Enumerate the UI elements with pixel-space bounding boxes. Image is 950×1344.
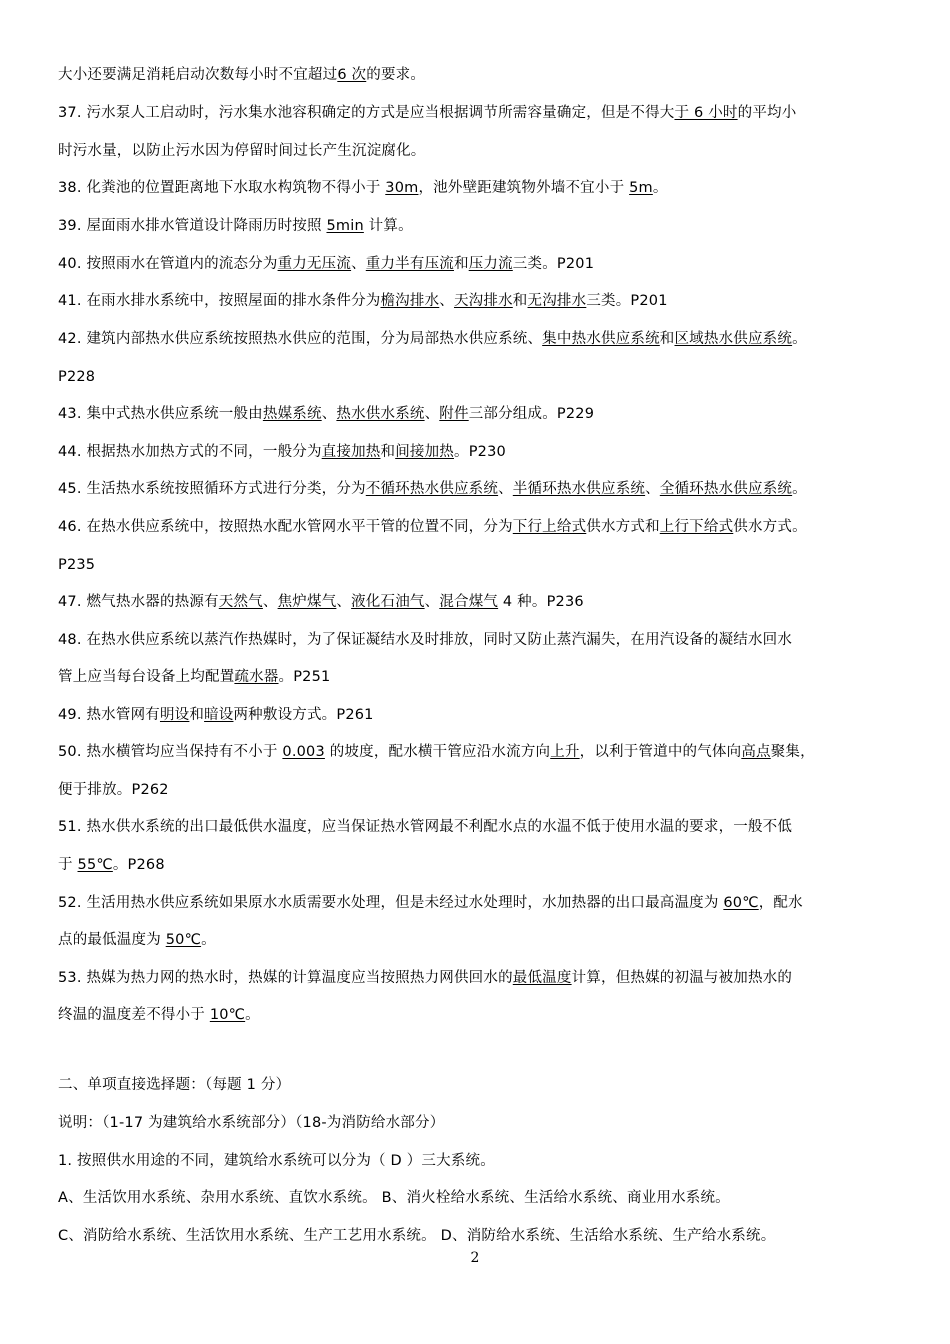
text-segment: ，配水 <box>758 895 803 911</box>
answer-blank: 区域热水供应系统 <box>674 331 793 347</box>
text-line <box>58 742 815 762</box>
text-segment: 46. 在热水供应系统中，按照热水配水管网水平干管的位置不同，分为 <box>58 519 513 535</box>
text-line <box>58 291 668 311</box>
text-segment: 。 <box>792 481 807 497</box>
text-segment: 和 <box>380 444 396 460</box>
answer-blank: 高点 <box>741 744 771 760</box>
text-segment: 47. 燃气热水器的热源有 <box>58 594 219 610</box>
text-segment: 4 种。P236 <box>498 594 584 610</box>
text-line <box>58 479 807 499</box>
answer-blank: 天沟排水 <box>453 293 513 309</box>
text-segment: 计算，但热媒的初温与被加热水的 <box>571 970 793 986</box>
text-line <box>58 930 216 950</box>
text-line <box>58 1188 730 1208</box>
answer-blank: 焦炉煤气 <box>277 594 337 610</box>
text-segment: 39. 屋面雨水排水管道设计降雨历时按照 <box>58 218 327 234</box>
page-number: 2 <box>470 1250 480 1266</box>
text-segment: 三部分组成。P229 <box>468 406 595 422</box>
text-line <box>58 442 506 462</box>
answer-blank: 于 6 小时 <box>674 105 738 121</box>
text-segment: 40. 按照雨水在管道内的流态分为 <box>58 256 278 272</box>
text-segment: 53. 热媒为热力网的热水时，热媒的计算温度应当按照热力网供回水的 <box>58 970 513 986</box>
answer-blank: 暗设 <box>204 707 234 723</box>
text-segment: 、 <box>439 293 454 309</box>
text-line <box>58 1005 260 1025</box>
text-segment: 和 <box>453 256 469 272</box>
answer-blank: 间接加热 <box>395 444 454 460</box>
text-line <box>58 254 594 274</box>
text-segment: 、 <box>498 481 513 497</box>
text-segment: 48. 在热水供应系统以蒸汽作热媒时，为了保证凝结水及时排放，同时又防止蒸汽漏失，在用汽设备的凝结水回水 <box>58 632 793 648</box>
text-line <box>58 705 374 725</box>
answer-blank: 5m <box>629 180 653 196</box>
text-segment: 便于排放。P262 <box>58 782 169 798</box>
text-segment: 。 <box>652 180 668 196</box>
text-line <box>58 329 807 349</box>
text-segment: 。 <box>245 1007 260 1023</box>
answer-blank: 最低温度 <box>512 970 572 986</box>
text-segment: C、消防给水系统、生活饮用水系统、生产工艺用水系统。 D、消防给水系统、生活给水系统、生产给水系统。 <box>58 1228 776 1244</box>
text-line <box>58 1226 775 1246</box>
text-segment: 的平均小 <box>737 105 797 121</box>
text-segment: 1. 按照供水用途的不同，建筑给水系统可以分为（ D ）三大系统。 <box>58 1153 495 1169</box>
text-segment: 的要求。 <box>366 67 426 83</box>
text-segment: 、 <box>351 256 366 272</box>
answer-blank: 50℃ <box>165 932 202 948</box>
answer-blank: 液化石油气 <box>351 594 425 610</box>
text-segment: 管上应当每台设备上均配置 <box>58 669 235 685</box>
answer-blank: 上行下给式 <box>659 519 734 535</box>
text-line <box>58 65 425 85</box>
answer-blank: 天然气 <box>218 594 263 610</box>
answer-blank: 10℃ <box>209 1007 246 1023</box>
text-line <box>58 893 803 913</box>
answer-blank: 60℃ <box>723 895 759 911</box>
text-line <box>58 367 95 387</box>
text-segment: 大小还要满足消耗启动次数每小时不宜超过 <box>58 67 338 83</box>
text-segment: 42. 建筑内部热水供应系统按照热水供应的范围，分为局部热水供应系统、 <box>58 331 543 347</box>
answer-blank: 檐沟排水 <box>380 293 440 309</box>
text-segment: 。P268 <box>112 857 165 873</box>
answer-blank: 55℃ <box>77 857 113 873</box>
text-line <box>58 555 95 575</box>
text-segment: 、 <box>424 594 440 610</box>
text-line <box>58 667 330 687</box>
answer-blank: 下行上给式 <box>512 519 587 535</box>
text-segment: 38. 化粪池的位置距离地下水取水构筑物不得小于 <box>58 180 386 196</box>
text-segment: 50. 热水横管均应当保持有不小于 <box>58 744 283 760</box>
text-line <box>58 1075 290 1095</box>
text-segment: 说明：（1-17 为建筑给水系统部分）（18-为消防给水部分） <box>58 1115 445 1131</box>
text-segment: ，以利于管道中的气体向 <box>579 744 742 760</box>
answer-blank: 直接加热 <box>321 444 381 460</box>
text-segment: 两种敷设方式。P261 <box>233 707 374 723</box>
text-segment: 于 <box>58 857 78 873</box>
answer-blank: 半循环热水供应系统 <box>512 481 646 497</box>
text-segment: 41. 在雨水排水系统中，按照屋面的排水条件分为 <box>58 293 381 309</box>
text-segment: 52. 生活用热水供应系统如果原水水质需要水处理，但是未经过水处理时，水加热器的出口最高温度为 <box>58 895 724 911</box>
text-segment: 44. 根据热水加热方式的不同，一般分为 <box>58 444 322 460</box>
text-line <box>58 855 165 875</box>
text-segment: 点的最低温度为 <box>58 932 166 948</box>
answer-blank: 5min <box>326 218 364 234</box>
text-line <box>58 404 594 424</box>
answer-blank: 混合煤气 <box>439 594 499 610</box>
text-line <box>58 968 792 988</box>
text-segment: 二、单项直接选择题：（每题 1 分） <box>58 1077 291 1093</box>
text-line <box>58 592 584 612</box>
text-line <box>58 103 796 123</box>
text-line <box>58 1113 444 1133</box>
answer-blank: 热媒系统 <box>262 406 322 422</box>
answer-blank: 明设 <box>159 707 190 723</box>
text-line <box>58 517 807 537</box>
text-segment: 45. 生活热水系统按照循环方式进行分类，分为 <box>58 481 366 497</box>
answer-blank: 上升 <box>550 744 580 760</box>
text-segment: 三类。P201 <box>586 293 668 309</box>
text-segment: 。 <box>201 932 216 948</box>
text-line <box>58 178 668 198</box>
answer-blank: 疏水器 <box>234 669 279 685</box>
text-segment: 、 <box>336 594 352 610</box>
text-segment: 51. 热水供水系统的出口最低供水温度，应当保证热水管网最不利配水点的水温不低于使用水温的要求，一般不低 <box>58 819 793 835</box>
text-segment: 、 <box>262 594 278 610</box>
text-segment: 37. 污水泵人工启动时，污水集水池容积确定的方式是应当根据调节所需容量确定，但是不得大 <box>58 105 675 121</box>
answer-blank: 30m <box>385 180 419 196</box>
answer-blank: 6 次 <box>337 67 367 83</box>
answer-blank: 附件 <box>439 406 469 422</box>
text-segment: 三类。P201 <box>512 256 595 272</box>
text-line <box>58 817 792 837</box>
text-segment: 、 <box>645 481 660 497</box>
answer-blank: 全循环热水供应系统 <box>659 481 793 497</box>
answer-blank: 重力半有压流 <box>365 256 454 272</box>
answer-blank: 重力无压流 <box>277 256 352 272</box>
answer-blank: 压力流 <box>468 256 513 272</box>
text-segment: 、 <box>321 406 337 422</box>
text-segment: 和 <box>512 293 528 309</box>
text-segment: 供水方式和 <box>586 519 660 535</box>
text-line <box>58 216 413 236</box>
answer-blank: 不循环热水供应系统 <box>365 481 499 497</box>
text-segment: 时污水量，以防止污水因为停留时间过长产生沉淀腐化。 <box>58 143 426 159</box>
text-segment: 和 <box>189 707 205 723</box>
text-line <box>58 1151 495 1171</box>
text-segment: 的坡度，配水横干管应沿水流方向 <box>324 744 551 760</box>
answer-blank: 0.003 <box>282 744 325 760</box>
text-segment: 计算。 <box>363 218 413 234</box>
answer-blank: 集中热水供应系统 <box>542 331 660 347</box>
text-line <box>58 780 169 800</box>
text-segment: 49. 热水管网有 <box>58 707 160 723</box>
text-segment: P228 <box>58 369 96 385</box>
text-segment: ，池外壁距建筑物外墙不宜小于 <box>418 180 630 196</box>
text-segment: 43. 集中式热水供应系统一般由 <box>58 406 263 422</box>
text-line <box>58 141 426 161</box>
answer-blank: 热水供水系统 <box>336 406 425 422</box>
text-segment: 供水方式。 <box>733 519 807 535</box>
text-segment: 。 <box>792 331 807 347</box>
text-segment: 聚集， <box>770 744 815 760</box>
text-segment: 、 <box>424 406 440 422</box>
text-segment: A、生活饮用水系统、杂用水系统、直饮水系统。 B、消火栓给水系统、生活给水系统、商业用水系统。 <box>58 1190 730 1206</box>
text-segment: 终温的温度差不得小于 <box>58 1007 210 1023</box>
text-segment: 。P251 <box>278 669 331 685</box>
text-segment: 和 <box>659 331 675 347</box>
answer-blank: 无沟排水 <box>527 293 587 309</box>
text-line <box>58 630 792 650</box>
text-segment: P235 <box>58 557 96 573</box>
text-segment: 。P230 <box>454 444 506 460</box>
